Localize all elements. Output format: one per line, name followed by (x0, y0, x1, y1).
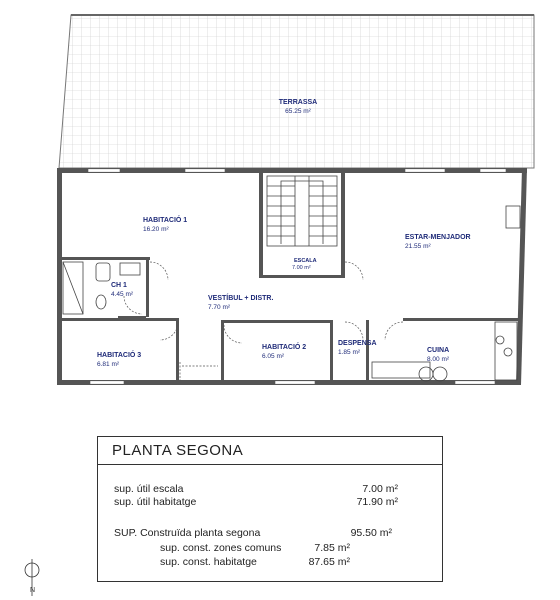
bathroom-fixtures (63, 262, 140, 314)
sup-util-escala-label: sup. útil escala (114, 483, 184, 495)
sup-construida-value: 95.50 m² (350, 527, 392, 539)
despensa-label: DESPENSA (338, 340, 377, 347)
vestibul-label: VESTÍBUL + DISTR. (208, 295, 274, 302)
estar-label: ESTAR-MENJADOR (405, 234, 471, 241)
sup-util-habitatge-label: sup. útil habitatge (114, 496, 197, 508)
zones-comuns-label: sup. const. zones comuns (160, 542, 282, 554)
habitacio2-area: 6.05 m² (262, 353, 285, 360)
estar-area: 21.55 m² (405, 243, 431, 250)
cuina-label: CUINA (427, 347, 450, 354)
habitacio2-label: HABITACIÓ 2 (262, 344, 307, 351)
habitacio1-label: HABITACIÓ 1 (143, 217, 188, 224)
terrace-area-value: 65.25 m² (285, 108, 311, 115)
escala-label: ESCALA (294, 258, 317, 264)
staircase (267, 176, 337, 246)
habitatge-value: 87.65 m² (308, 556, 350, 568)
surface-legend (97, 436, 443, 582)
habitacio1-area: 16.20 m² (143, 226, 169, 233)
legend-title: PLANTA SEGONA (98, 437, 442, 465)
sup-util-habitatge-value: 71.90 m² (356, 496, 398, 508)
sup-util-escala-value: 7.00 m² (362, 483, 398, 495)
north-label: N (30, 587, 36, 594)
habitacio3-label: HABITACIÓ 3 (97, 352, 142, 359)
habitacio3-area: 6.81 m² (97, 361, 120, 368)
zones-comuns-value: 7.85 m² (314, 542, 350, 554)
ch1-label: CH 1 (111, 282, 127, 289)
kitchen-fixtures (372, 206, 520, 381)
despensa-area: 1.85 m² (338, 349, 361, 356)
terrace-label: TERRASSA (278, 99, 318, 106)
cuina-area: 8.00 m² (427, 356, 450, 363)
sup-construida-label: SUP. Construïda planta segona (114, 527, 261, 539)
vestibul-area: 7.70 m² (208, 304, 231, 311)
terrace-area (59, 15, 534, 168)
habitatge-label: sup. const. habitatge (160, 556, 257, 568)
ch1-area: 4.45 m² (111, 291, 134, 298)
escala-area: 7.00 m² (292, 265, 311, 271)
